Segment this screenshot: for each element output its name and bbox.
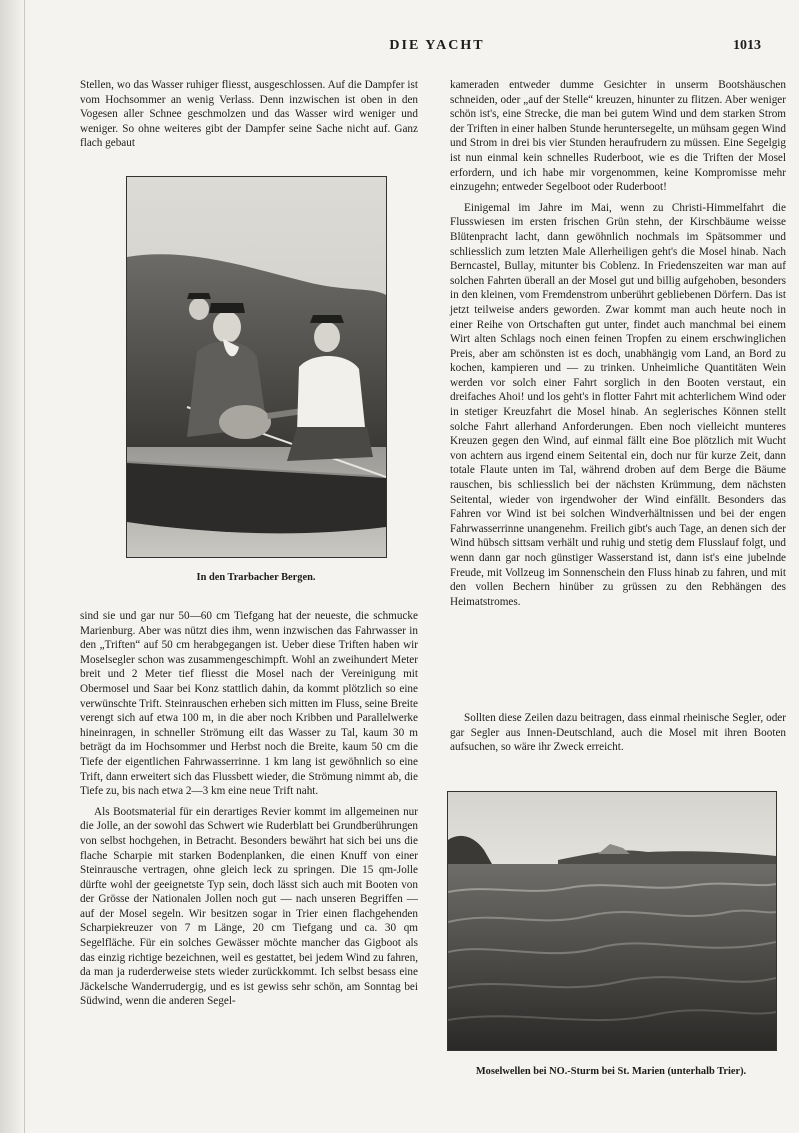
left-column-bottom <box>80 609 418 1009</box>
left-column-top <box>80 78 418 151</box>
paragraph: Sollten diese Zeilen dazu beitragen, dass einmal rheinische Segler, oder gar Segler aus Innen-Deutschland, auch die Mosel mit ihren Booten aufsuchen, so wäre ihr Zweck erreicht. <box>450 712 786 754</box>
photo-mosel-waves-illustration <box>448 792 776 1050</box>
paragraph: sind sie und gar nur 50—60 cm Tiefgang hat der neueste, die schmucke Marienburg. Aber was nützt dies ihm, wenn inzwischen das Fahrwasser in den „Triften“ auf 50 cm herabgegangen ist. Ueber diese Triften haben wir Moselsegler schon was zusammengeschimpft. Wohl an zweihundert Meter breit und 2 Meter tief fliesst die Mosel nach der Vereinigung mit Obermosel und Saar bei Konz stattlich dahin, da kommt plötzlich so eine verwünschte Trift. Steinrauschen erheben sich mitten im Fluss, seine Breite verengt sich auf etwa 100 m, in die aber noch Kribben und Parallelwerke hineinragen, in schneller Strömung eilt das Wasser zu Tal, kaum 30 m beträgt da im Hochsommer und Herbst noch die Breite, kaum 50 cm die Tiefe der eigentlichen Fahrwasserrinne. 1 km lang ist gewöhnlich so eine Trift, dann erweitert sich das Flussbett wieder, die Strömung nimmt ab, die Tiefe zu, bis nach etwa 2—3 km eine neue Trift naht. <box>80 610 418 798</box>
running-head: DIE YACHT <box>389 38 485 53</box>
paragraph: Stellen, wo das Wasser ruhiger fliesst, ausgeschlossen. Auf die Dampfer ist vom Hochsommer an wenig Verlass. Denn inzwischen ist oben in den Vogesen aller Schnee geschmolzen und das Wasser wird weniger und weniger. So ohne weiteres gibt der Dampfer seine Sache nicht auf. Ganz flach gebaut <box>80 79 418 150</box>
photo-trarbach-illustration <box>127 177 386 557</box>
figure-caption: Moselwellen bei NO.-Sturm bei St. Marien (unterhalb Trier). <box>475 1066 747 1077</box>
page-number: 1013 <box>733 38 761 53</box>
photo-mosel-waves <box>447 791 777 1051</box>
right-column-top <box>450 78 786 609</box>
right-column-bottom <box>450 711 786 755</box>
paragraph: Als Bootsmaterial für ein derartiges Revier kommt im allgemeinen nur die Jolle, an der sowohl das Schwert wie Ruderblatt bei Grundberührungen von selbst hochgehen, in Betracht. Besonders bewährt hat sich bei uns die flache Scharpie mit starken Bodenplanken, die einen Knuff von einer Steinrausche vertragen, ohne gleich leck zu springen. Die 15 qm-Jolle dürfte wohl der geeignetste Typ sein, doch lässt sich auch mit Booten von der Grösse der Nationalen Jollen noch gut — nach unseren Begriffen — auf der Mosel segeln. Wir besitzen sogar in Trier einen flachgehenden Scharpiekreuzer von 7 m Länge, 20 cm Tiefgang und ca. 30 qm Segelfläche. Für ein solches Gewässer möchte mancher das Gigboot als das einzig richtige bezeichnen, weil es gestattet, bei jedem Wind zu fahren, da man ja ruderderweise stets wieder zurückkommt. Ich selbst besass eine Jäckelsche Wanderrudergig, und es ist gewiss sehr schön, am Sonntag bei Südwind, wenn die anderen Segel- <box>80 805 418 1008</box>
figure-caption: In den Trarbacher Bergen. <box>196 572 316 583</box>
binding-gutter <box>0 0 25 1133</box>
paragraph: Einigemal im Jahre im Mai, wenn zu Christi-Himmelfahrt die Flusswiesen im ersten frischen Grün stehn, der Kirschbäume weisse Blütenpracht lacht, dann gewöhnlich nochmals im Spätsommer und schliesslich zum letzten Male Allerheiligen geht's die Mosel hinab. Nach Berncastel, Bullay, mitunter bis Coblenz. In Friedenszeiten war man auf solchen Fahrten überall an der Mosel gut und billig aufgehoben, besonders in den kleinen, vom Fremdenstrom unberührt gebliebenen Dörfern. Das ist jetzt teilweise anders geworden. Zwar kommt man auch heute noch in einer Reihe von Ortschaften gut unter, findet auch manchmal bei einem Wirt alten Schlags noch einen feinen Tropfen zu einem erschwinglichen Preis, aber am schönsten ist es doch, unabhängig vom Land, an Bord zu kochen, kampieren und — zu trinken. Unheimliche Quantitäten Wein werden vor solch einer Fahrt sorglich in den Booten verstaut, ein dreifaches Ahoi! und los geht's in flotter Fahrt mit achterlichem Wind oder in stetiger Kreuzfahrt die Mosel hinab. An seglerisches Können stellt solche Fahrt allerhand Anforderungen. Eben noch vielleicht munteres Kreuzen gegen den Wind, auf einmal fällt eine Boe plötzlich mit Wucht von achtern aus irgend einem Seitental ein, doch nur für kurze Zeit, dann totale Flaute unten im Tal, während droben auf dem Berge die Bäume rauschen, bis schliesslich bei der nächsten Krümmung, dem nächsten Seitental, wieder von irgendwoher der Wind einfällt. Besonders das Fahren vor Wind ist bei solchen Windverhältnissen und bei der engen Fahrwasserrinne unangenehm. Freilich gibt's auch Tage, an denen sich der Wind hübsch sittsam verhält und ruhig und stetig dem Flusslauf folgt, und wenn dann gar noch günstiger Wasserstand ist, dann ist's eine jubelnde Freude, mit Vollzeug im Sonnenschein den Fluss hinab zu fahren, und mit den vollen Bechern hinüber zu grüssen zu den Rebhängen des Heimatstromes. <box>450 201 786 608</box>
photo-trarbach-boat <box>126 176 387 558</box>
paragraph: kameraden entweder dumme Gesichter in unserm Bootshäuschen schneiden, oder „auf der Stelle“ kreuzen, hinunter zu flitzen. Aber weniger schön ist's, eine Strecke, die man bei gutem Wind und dem starken Strom der Triften in einer halben Stunde heruntersegelte, un mühsam gegen Wind und Strom in drei bis vier Stunden heraufrudern zu müssen. Eine Segelgig ist nun einmal kein schnelles Ruderboot, wie es die Triften der Mosel erfordern, und ich habe mir vorgenommen, keine Kompromisse mehr einzugehn; entweder Segelboot oder Ruderboot! <box>450 79 786 194</box>
